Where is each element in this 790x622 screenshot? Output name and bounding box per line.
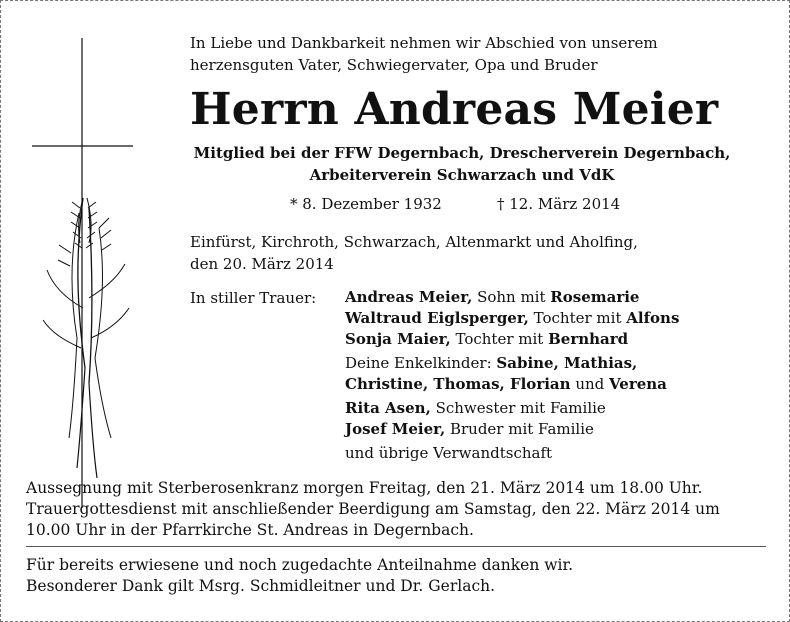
- intro-line-1: In Liebe und Dankbarkeit nehmen wir Abschied von unserem: [190, 34, 658, 52]
- membership-line-2: Arbeiterverein Schwarzach und VdK: [309, 166, 615, 184]
- divider: [26, 546, 766, 547]
- family-member-name: Josef Meier,: [345, 420, 446, 438]
- family-member-name: Waltraud Eiglsperger,: [345, 309, 529, 327]
- service-info: [26, 478, 766, 541]
- family-row: Andreas Meier, Sohn mit Rosemarie: [345, 288, 640, 306]
- other-relatives: und übrige Verwandtschaft: [345, 444, 553, 462]
- family-list: [345, 287, 679, 464]
- places-and-date: [190, 231, 730, 275]
- family-member-name: Sonja Maier,: [345, 330, 451, 348]
- notice-date: den 20. März 2014: [190, 255, 334, 273]
- family-row: Josef Meier, Bruder mit Familie: [345, 420, 594, 438]
- thanks-text: [26, 555, 573, 597]
- mourning-label: In stiller Trauer:: [190, 289, 317, 307]
- intro-line-2: herzensguten Vater, Schwiegervater, Opa und Bruder: [190, 56, 598, 74]
- family-row: Waltraud Eiglsperger, Tochter mit Alfons: [345, 309, 680, 327]
- intro-text: [190, 32, 750, 76]
- thanks-line-2: Besonderer Dank gilt Msrg. Schmidleitner und Dr. Gerlach.: [26, 577, 496, 595]
- places-line: Einfürst, Kirchroth, Schwarzach, Altenmarkt und Aholfing,: [190, 233, 638, 251]
- membership-text: [188, 142, 736, 186]
- service-line-2: Trauergottesdienst mit anschließender Beerdigung am Samstag, den 22. März 2014 um: [26, 500, 720, 518]
- family-member-name: Andreas Meier,: [345, 288, 473, 306]
- death-date: † 12. März 2014: [497, 195, 621, 213]
- family-row: Sonja Maier, Tochter mit Bernhard: [345, 330, 629, 348]
- membership-line-1: Mitglied bei der FFW Degernbach, Drescherverein Degernbach,: [193, 144, 731, 162]
- family-row: Rita Asen, Schwester mit Familie: [345, 399, 606, 417]
- service-line-3: 10.00 Uhr in der Pfarrkirche St. Andreas in Degernbach.: [26, 521, 474, 539]
- deceased-name: Herrn Andreas Meier: [190, 84, 719, 135]
- service-line-1: Aussegnung mit Sterberosenkranz morgen Freitag, den 21. März 2014 um 18.00 Uhr.: [26, 479, 703, 497]
- birth-date: * 8. Dezember 1932: [290, 195, 442, 213]
- grandchildren-row: Christine, Thomas, Florian und Verena: [345, 375, 667, 393]
- family-member-name: Rita Asen,: [345, 399, 431, 417]
- grandchildren-row: Deine Enkelkinder: Sabine, Mathias,: [345, 354, 638, 372]
- thanks-line-1: Für bereits erwiesene und noch zugedachte Anteilnahme danken wir.: [26, 556, 574, 574]
